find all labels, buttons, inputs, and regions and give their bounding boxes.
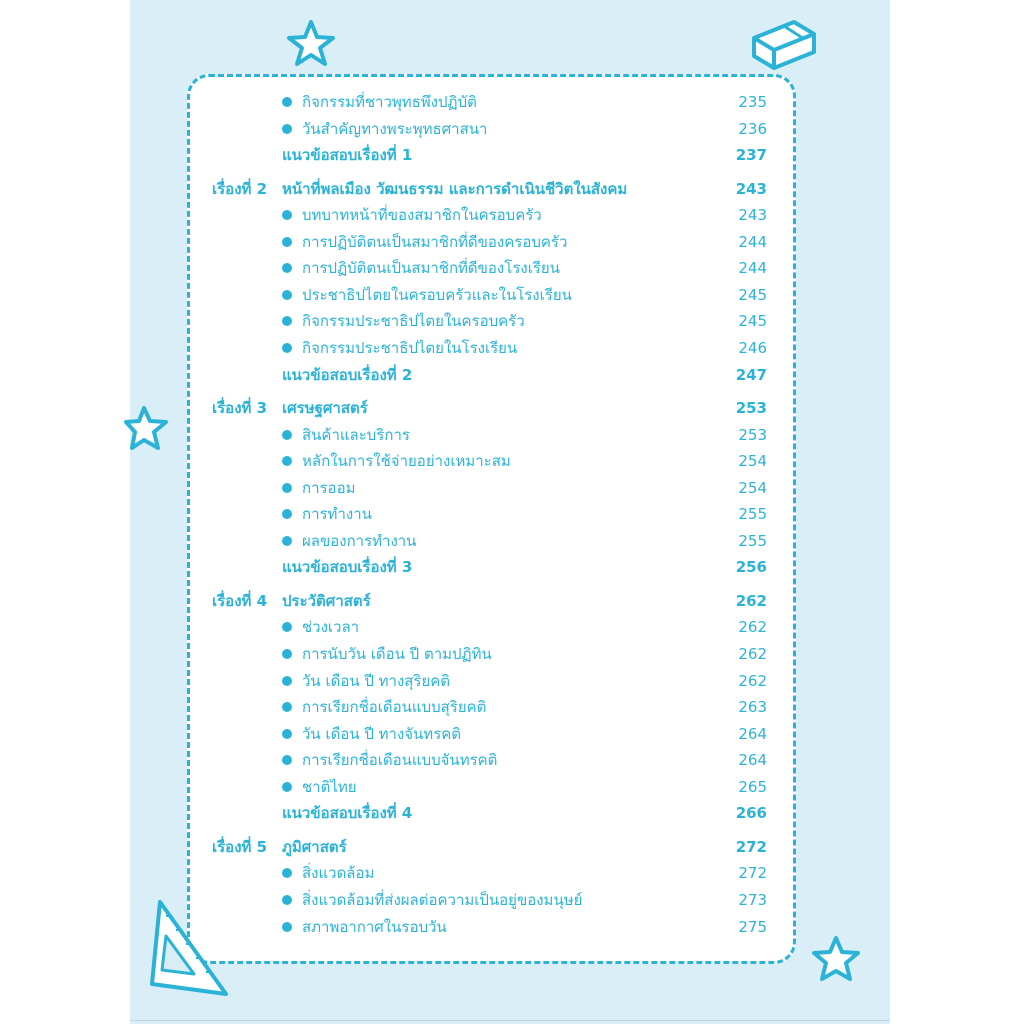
page-number: 255 bbox=[738, 531, 767, 550]
bullet-icon bbox=[282, 895, 292, 905]
item-title: วัน เดือน ปี ทางสุริยคติ bbox=[302, 671, 451, 690]
toc-item-row bbox=[0, 774, 1024, 800]
toc-item-row bbox=[0, 747, 1024, 773]
bullet-icon bbox=[282, 290, 292, 300]
page-number: 275 bbox=[738, 917, 767, 936]
bullet-icon bbox=[282, 676, 292, 686]
chapter-title: เศรษฐศาสตร์ bbox=[282, 399, 368, 418]
item-title: การทำงาน bbox=[302, 505, 372, 524]
bullet-icon bbox=[282, 649, 292, 659]
page-number: 237 bbox=[735, 146, 767, 165]
item-title: การปฏิบัติตนเป็นสมาชิกที่ดีของครอบครัว bbox=[302, 232, 568, 251]
toc-item-row bbox=[0, 229, 1024, 255]
bullet-icon bbox=[282, 509, 292, 519]
item-title: การเรียกชื่อเดือนแบบจันทรคติ bbox=[302, 751, 498, 770]
page-number: 264 bbox=[738, 751, 767, 770]
page-number: 243 bbox=[735, 179, 767, 198]
bullet-icon bbox=[282, 456, 292, 466]
toc-exam-row bbox=[0, 362, 1024, 388]
page-number: 272 bbox=[735, 837, 767, 856]
exam-title: แนวข้อสอบเรื่องที่ 1 bbox=[282, 146, 413, 165]
item-title: วัน เดือน ปี ทางจันทรคติ bbox=[302, 724, 462, 743]
item-title: สิ่งแวดล้อม bbox=[302, 864, 375, 883]
chapter-title: ประวัติศาสตร์ bbox=[282, 591, 371, 610]
toc-item-row bbox=[0, 89, 1024, 115]
page-number: 256 bbox=[735, 558, 767, 577]
item-title: การเรียกชื่อเดือนแบบสุริยคติ bbox=[302, 698, 487, 717]
item-title: การนับวัน เดือน ปี ตามปฏิทิน bbox=[302, 645, 492, 663]
item-title: ชาติไทย bbox=[302, 777, 357, 796]
bullet-icon bbox=[282, 237, 292, 247]
toc-chapter-row bbox=[0, 834, 1024, 860]
page-number: 262 bbox=[738, 645, 767, 663]
toc-item-row bbox=[0, 255, 1024, 281]
toc-item-row bbox=[0, 335, 1024, 361]
bullet-icon bbox=[282, 263, 292, 273]
bullet-icon bbox=[282, 97, 292, 107]
toc-chapter-row bbox=[0, 395, 1024, 421]
page-number: 235 bbox=[738, 93, 767, 111]
toc-item-row bbox=[0, 202, 1024, 228]
bullet-icon bbox=[282, 536, 292, 546]
page-number: 264 bbox=[738, 724, 767, 743]
page-number: 255 bbox=[738, 505, 767, 524]
item-title: การปฏิบัติตนเป็นสมาชิกที่ดีของโรงเรียน bbox=[302, 259, 560, 278]
page-number: 253 bbox=[735, 399, 767, 418]
toc-exam-row bbox=[0, 554, 1024, 580]
bullet-icon bbox=[282, 316, 292, 326]
bullet-icon bbox=[282, 124, 292, 134]
toc-item-row bbox=[0, 448, 1024, 474]
item-title: สิ่งแวดล้อมที่ส่งผลต่อความเป็นอยู่ของมนุษย์ bbox=[302, 890, 583, 909]
exam-title: แนวข้อสอบเรื่องที่ 4 bbox=[282, 804, 413, 823]
item-title: ประชาธิปไตยในครอบครัวและในโรงเรียน bbox=[302, 285, 572, 304]
toc-item-row bbox=[0, 501, 1024, 527]
item-title: กิจกรรมประชาธิปไตยในโรงเรียน bbox=[302, 339, 518, 357]
toc-item-row bbox=[0, 422, 1024, 448]
bullet-icon bbox=[282, 702, 292, 712]
toc-item-row bbox=[0, 914, 1024, 940]
item-title: กิจกรรมที่ชาวพุทธพึงปฏิบัติ bbox=[302, 93, 477, 111]
item-title: การออม bbox=[302, 478, 356, 497]
exam-title: แนวข้อสอบเรื่องที่ 3 bbox=[282, 558, 413, 577]
toc-chapter-row bbox=[0, 588, 1024, 614]
toc-item-row bbox=[0, 282, 1024, 308]
page-number: 273 bbox=[738, 890, 767, 909]
page-number: 254 bbox=[738, 478, 767, 497]
page-number: 262 bbox=[735, 591, 767, 610]
page-number: 245 bbox=[738, 312, 767, 331]
page-number: 244 bbox=[738, 259, 767, 278]
chapter-number: เรื่องที่ 5 bbox=[212, 837, 268, 856]
bullet-icon bbox=[282, 430, 292, 440]
bullet-icon bbox=[282, 210, 292, 220]
toc-item-row bbox=[0, 528, 1024, 554]
bullet-icon bbox=[282, 729, 292, 739]
page-number: 243 bbox=[738, 206, 767, 225]
toc-exam-row bbox=[0, 800, 1024, 826]
page-number: 265 bbox=[738, 777, 767, 796]
item-title: สินค้าและบริการ bbox=[302, 425, 410, 444]
item-title: วันสำคัญทางพระพุทธศาสนา bbox=[302, 119, 488, 138]
chapter-number: เรื่องที่ 4 bbox=[212, 591, 268, 610]
page-number: 263 bbox=[738, 698, 767, 717]
bullet-icon bbox=[282, 755, 292, 765]
page-number: 262 bbox=[738, 618, 767, 637]
bullet-icon bbox=[282, 483, 292, 493]
chapter-number: เรื่องที่ 3 bbox=[212, 399, 268, 418]
toc-item-row bbox=[0, 694, 1024, 720]
page-number: 247 bbox=[735, 365, 767, 384]
toc-item-row bbox=[0, 668, 1024, 694]
bullet-icon bbox=[282, 922, 292, 932]
item-title: บทบาทหน้าที่ของสมาชิกในครอบครัว bbox=[302, 206, 542, 225]
toc-item-row bbox=[0, 475, 1024, 501]
item-title: ผลของการทำงาน bbox=[302, 531, 417, 550]
bullet-icon bbox=[282, 868, 292, 878]
chapter-number: เรื่องที่ 2 bbox=[212, 179, 268, 198]
chapter-title: ภูมิศาสตร์ bbox=[282, 837, 347, 856]
toc-item-row bbox=[0, 721, 1024, 747]
toc-item-row bbox=[0, 308, 1024, 334]
page-number: 272 bbox=[738, 864, 767, 883]
page-number: 244 bbox=[738, 232, 767, 251]
page-number: 254 bbox=[738, 452, 767, 471]
item-title: หลักในการใช้จ่ายอย่างเหมาะสม bbox=[302, 452, 511, 471]
toc-chapter-row bbox=[0, 176, 1024, 202]
item-title: สภาพอากาศในรอบวัน bbox=[302, 917, 447, 936]
page-number: 262 bbox=[738, 671, 767, 690]
bullet-icon bbox=[282, 343, 292, 353]
toc-exam-row bbox=[0, 142, 1024, 168]
toc-item-row bbox=[0, 641, 1024, 667]
bullet-icon bbox=[282, 782, 292, 792]
toc-item-row bbox=[0, 116, 1024, 142]
page-number: 246 bbox=[738, 339, 767, 357]
item-title: กิจกรรมประชาธิปไตยในครอบครัว bbox=[302, 312, 525, 331]
exam-title: แนวข้อสอบเรื่องที่ 2 bbox=[282, 365, 413, 384]
chapter-title: หน้าที่พลเมือง วัฒนธรรม และการดำเนินชีวิตในสังคม bbox=[282, 179, 628, 198]
page-number: 266 bbox=[735, 804, 767, 823]
item-title: ช่วงเวลา bbox=[302, 618, 360, 637]
toc-item-row bbox=[0, 860, 1024, 886]
page-number: 253 bbox=[738, 425, 767, 444]
toc-item-row bbox=[0, 887, 1024, 913]
page-number: 245 bbox=[738, 285, 767, 304]
toc-item-row bbox=[0, 614, 1024, 640]
bullet-icon bbox=[282, 622, 292, 632]
page-number: 236 bbox=[738, 119, 767, 138]
